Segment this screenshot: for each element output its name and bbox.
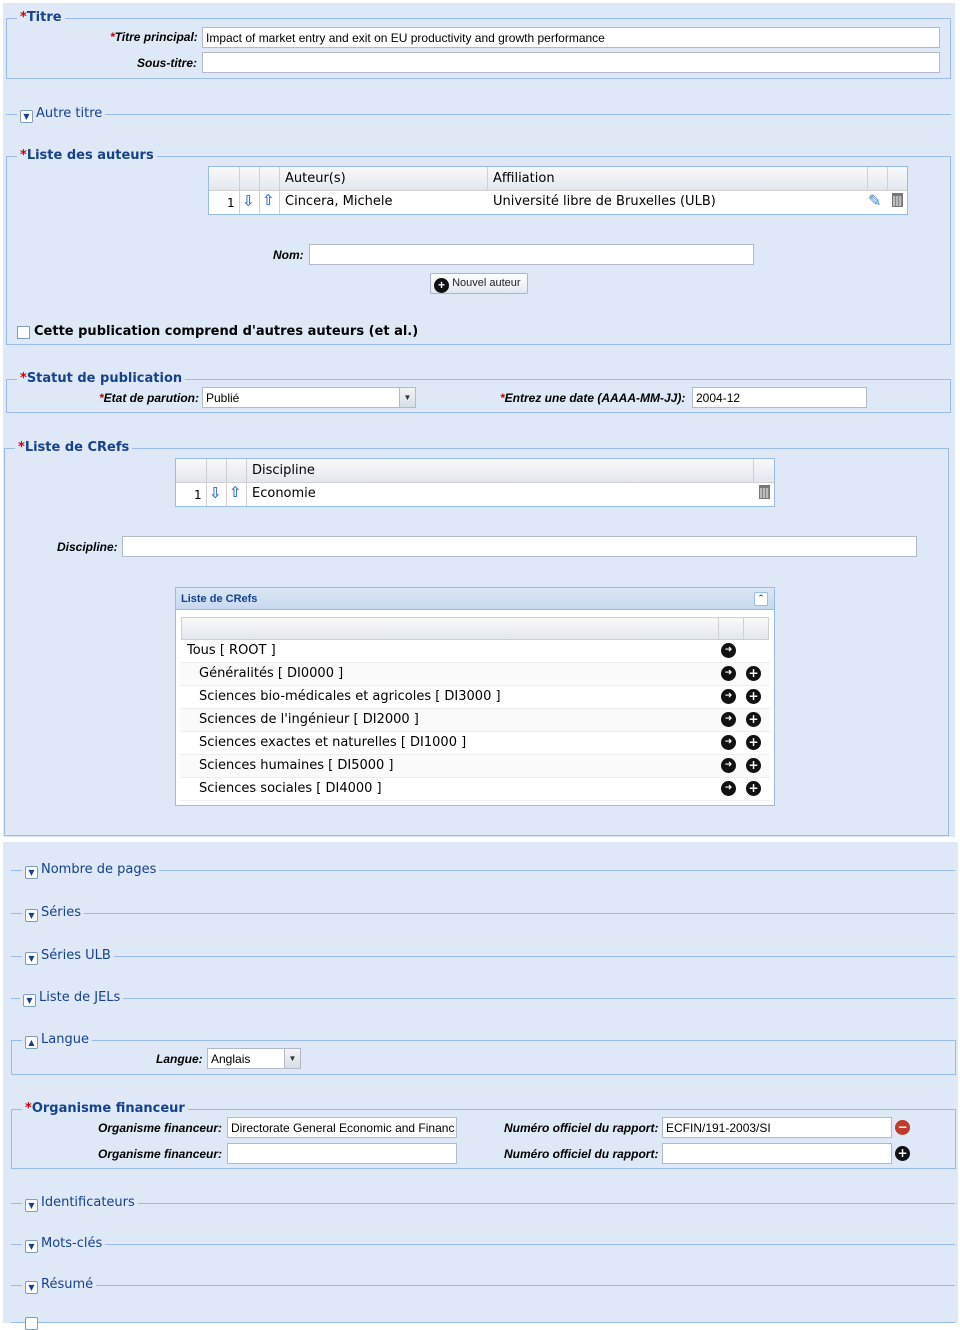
crefs-legend: *Liste de CRefs bbox=[15, 440, 132, 456]
etat-select[interactable]: Publié ▼ bbox=[202, 387, 416, 408]
collapse-icon: ▲ bbox=[25, 1036, 38, 1049]
chevron-down-icon[interactable]: ▼ bbox=[284, 1048, 301, 1069]
tree-row[interactable] bbox=[180, 778, 770, 801]
partial-toggle[interactable] bbox=[25, 1317, 38, 1330]
jels-toggle[interactable]: ▼ Liste de JELs bbox=[20, 990, 123, 1007]
sous-titre-label: Sous-titre: bbox=[137, 56, 197, 70]
sous-titre-input[interactable] bbox=[202, 52, 940, 73]
tree-row[interactable] bbox=[180, 640, 770, 663]
delete-icon[interactable] bbox=[759, 485, 770, 499]
langue-label: Langue: bbox=[156, 1052, 203, 1066]
move-down-icon[interactable]: ⇩ bbox=[209, 484, 222, 502]
nom-input[interactable] bbox=[309, 244, 754, 265]
auteurs-legend: *Liste des auteurs bbox=[17, 148, 157, 164]
tree-row-label: Sciences humaines [ DI5000 ] bbox=[199, 758, 394, 773]
tree-row-label: Sciences de l'ingénieur [ DI2000 ] bbox=[199, 712, 419, 727]
series-toggle[interactable]: ▼ Séries bbox=[22, 905, 84, 922]
date-label: *Entrez une date (AAAA-MM-JJ): bbox=[500, 391, 686, 405]
organisme-input-1[interactable]: Directorate General Economic and Financ bbox=[227, 1117, 457, 1138]
navigate-arrow-icon[interactable]: ➜ bbox=[721, 735, 736, 750]
add-circle-icon[interactable]: + bbox=[746, 689, 761, 704]
tree-row-label: Tous [ ROOT ] bbox=[187, 643, 276, 658]
langue-toggle[interactable]: ▲ Langue bbox=[22, 1032, 92, 1049]
nom-label: Nom: bbox=[273, 248, 304, 262]
tree-row[interactable] bbox=[180, 732, 770, 755]
discipline-input[interactable] bbox=[122, 536, 917, 557]
resume-toggle[interactable]: ▼ Résumé bbox=[22, 1277, 96, 1294]
chevron-down-icon[interactable]: ▼ bbox=[399, 387, 416, 408]
crefs-panel-title: Liste de CRefs bbox=[176, 588, 774, 610]
numero-label-1: Numéro officiel du rapport: bbox=[504, 1121, 659, 1135]
mots-cles-toggle[interactable]: ▼ Mots-clés bbox=[22, 1236, 105, 1253]
organisme-label-1: Organisme financeur: bbox=[98, 1121, 223, 1135]
expand-icon: ▼ bbox=[25, 1240, 38, 1253]
crefs-grid bbox=[175, 458, 775, 507]
tree-row[interactable] bbox=[180, 686, 770, 709]
numero-label-2: Numéro officiel du rapport: bbox=[504, 1147, 659, 1161]
numero-input-2[interactable] bbox=[662, 1143, 892, 1164]
delete-icon[interactable] bbox=[892, 193, 903, 207]
expand-icon: ▼ bbox=[20, 110, 33, 123]
et-al-checkbox[interactable] bbox=[17, 326, 30, 339]
tree-row[interactable] bbox=[180, 663, 770, 686]
titre-principal-label: *Titre principal: bbox=[110, 30, 198, 44]
navigate-arrow-icon[interactable]: ➜ bbox=[721, 712, 736, 727]
row-number: 1 bbox=[227, 196, 235, 210]
expand-icon: ▼ bbox=[25, 1281, 38, 1294]
numero-input-1[interactable]: ECFIN/191-2003/SI bbox=[662, 1117, 892, 1138]
tree-row-label: Sciences exactes et naturelles [ DI1000 ] bbox=[199, 735, 467, 750]
expand-icon: ▼ bbox=[25, 866, 38, 879]
nombre-pages-toggle[interactable]: ▼ Nombre de pages bbox=[22, 862, 159, 879]
row-number: 1 bbox=[194, 488, 202, 502]
expand-icon: ▼ bbox=[25, 952, 38, 965]
tree-row-label: Généralités [ DI0000 ] bbox=[199, 666, 344, 681]
plus-circle-icon: + bbox=[434, 278, 449, 293]
organisme-input-2[interactable] bbox=[227, 1143, 457, 1164]
identificateurs-toggle[interactable]: ▼ Identificateurs bbox=[22, 1195, 138, 1212]
navigate-arrow-icon[interactable]: ➜ bbox=[721, 689, 736, 704]
tree-row[interactable] bbox=[180, 709, 770, 732]
affiliation-cell: Université libre de Bruxelles (ULB) bbox=[493, 194, 716, 209]
auteurs-grid bbox=[208, 166, 908, 215]
add-circle-icon[interactable]: + bbox=[895, 1146, 910, 1161]
navigate-arrow-icon[interactable]: ➜ bbox=[721, 643, 736, 658]
langue-fieldset bbox=[11, 1040, 956, 1075]
move-down-icon[interactable]: ⇩ bbox=[242, 192, 255, 210]
move-up-icon[interactable]: ⇧ bbox=[262, 191, 275, 209]
statut-legend: *Statut de publication bbox=[17, 371, 185, 387]
titre-principal-input[interactable]: Impact of market entry and exit on EU productivity and growth performance bbox=[202, 27, 940, 48]
remove-circle-icon[interactable]: − bbox=[895, 1120, 910, 1135]
tree-row[interactable] bbox=[180, 755, 770, 778]
auteur-cell: Cincera, Michele bbox=[285, 194, 393, 209]
expand-icon: ▼ bbox=[25, 909, 38, 922]
collapse-icon[interactable]: ⌃ bbox=[754, 592, 768, 606]
autre-titre-toggle[interactable]: ▼ Autre titre bbox=[17, 106, 105, 123]
edit-icon[interactable]: ✎ bbox=[868, 191, 882, 210]
organisme-label-2: Organisme financeur: bbox=[98, 1147, 223, 1161]
col-affiliation-header[interactable]: Affiliation bbox=[493, 171, 555, 186]
navigate-arrow-icon[interactable]: ➜ bbox=[721, 758, 736, 773]
expand-icon: ▼ bbox=[25, 1199, 38, 1212]
expand-icon: ▼ bbox=[23, 994, 36, 1007]
col-auteur-header[interactable]: Auteur(s) bbox=[285, 171, 346, 186]
add-circle-icon[interactable]: + bbox=[746, 758, 761, 773]
discipline-label: Discipline: bbox=[57, 540, 118, 554]
add-circle-icon[interactable]: + bbox=[746, 781, 761, 796]
navigate-arrow-icon[interactable]: ➜ bbox=[721, 666, 736, 681]
add-circle-icon[interactable]: + bbox=[746, 712, 761, 727]
add-circle-icon[interactable]: + bbox=[746, 735, 761, 750]
series-ulb-toggle[interactable]: ▼ Séries ULB bbox=[22, 948, 114, 965]
navigate-arrow-icon[interactable]: ➜ bbox=[721, 781, 736, 796]
discipline-cell: Economie bbox=[252, 486, 316, 501]
organisme-legend: *Organisme financeur bbox=[22, 1101, 188, 1117]
titre-legend: *Titre bbox=[17, 10, 65, 26]
tree-row-label: Sciences bio-médicales et agricoles [ DI3000 ] bbox=[199, 689, 501, 704]
date-input[interactable]: 2004-12 bbox=[692, 387, 867, 408]
et-al-label: Cette publication comprend d'autres auteurs (et al.) bbox=[34, 324, 419, 339]
nouvel-auteur-button[interactable]: + Nouvel auteur bbox=[430, 273, 528, 294]
move-up-icon[interactable]: ⇧ bbox=[229, 483, 242, 501]
langue-select[interactable]: Anglais ▼ bbox=[207, 1048, 301, 1069]
tree-row-label: Sciences sociales [ DI4000 ] bbox=[199, 781, 382, 796]
col-discipline-header[interactable]: Discipline bbox=[252, 463, 315, 478]
etat-label: *Etat de parution: bbox=[99, 391, 200, 405]
add-circle-icon[interactable]: + bbox=[746, 666, 761, 681]
